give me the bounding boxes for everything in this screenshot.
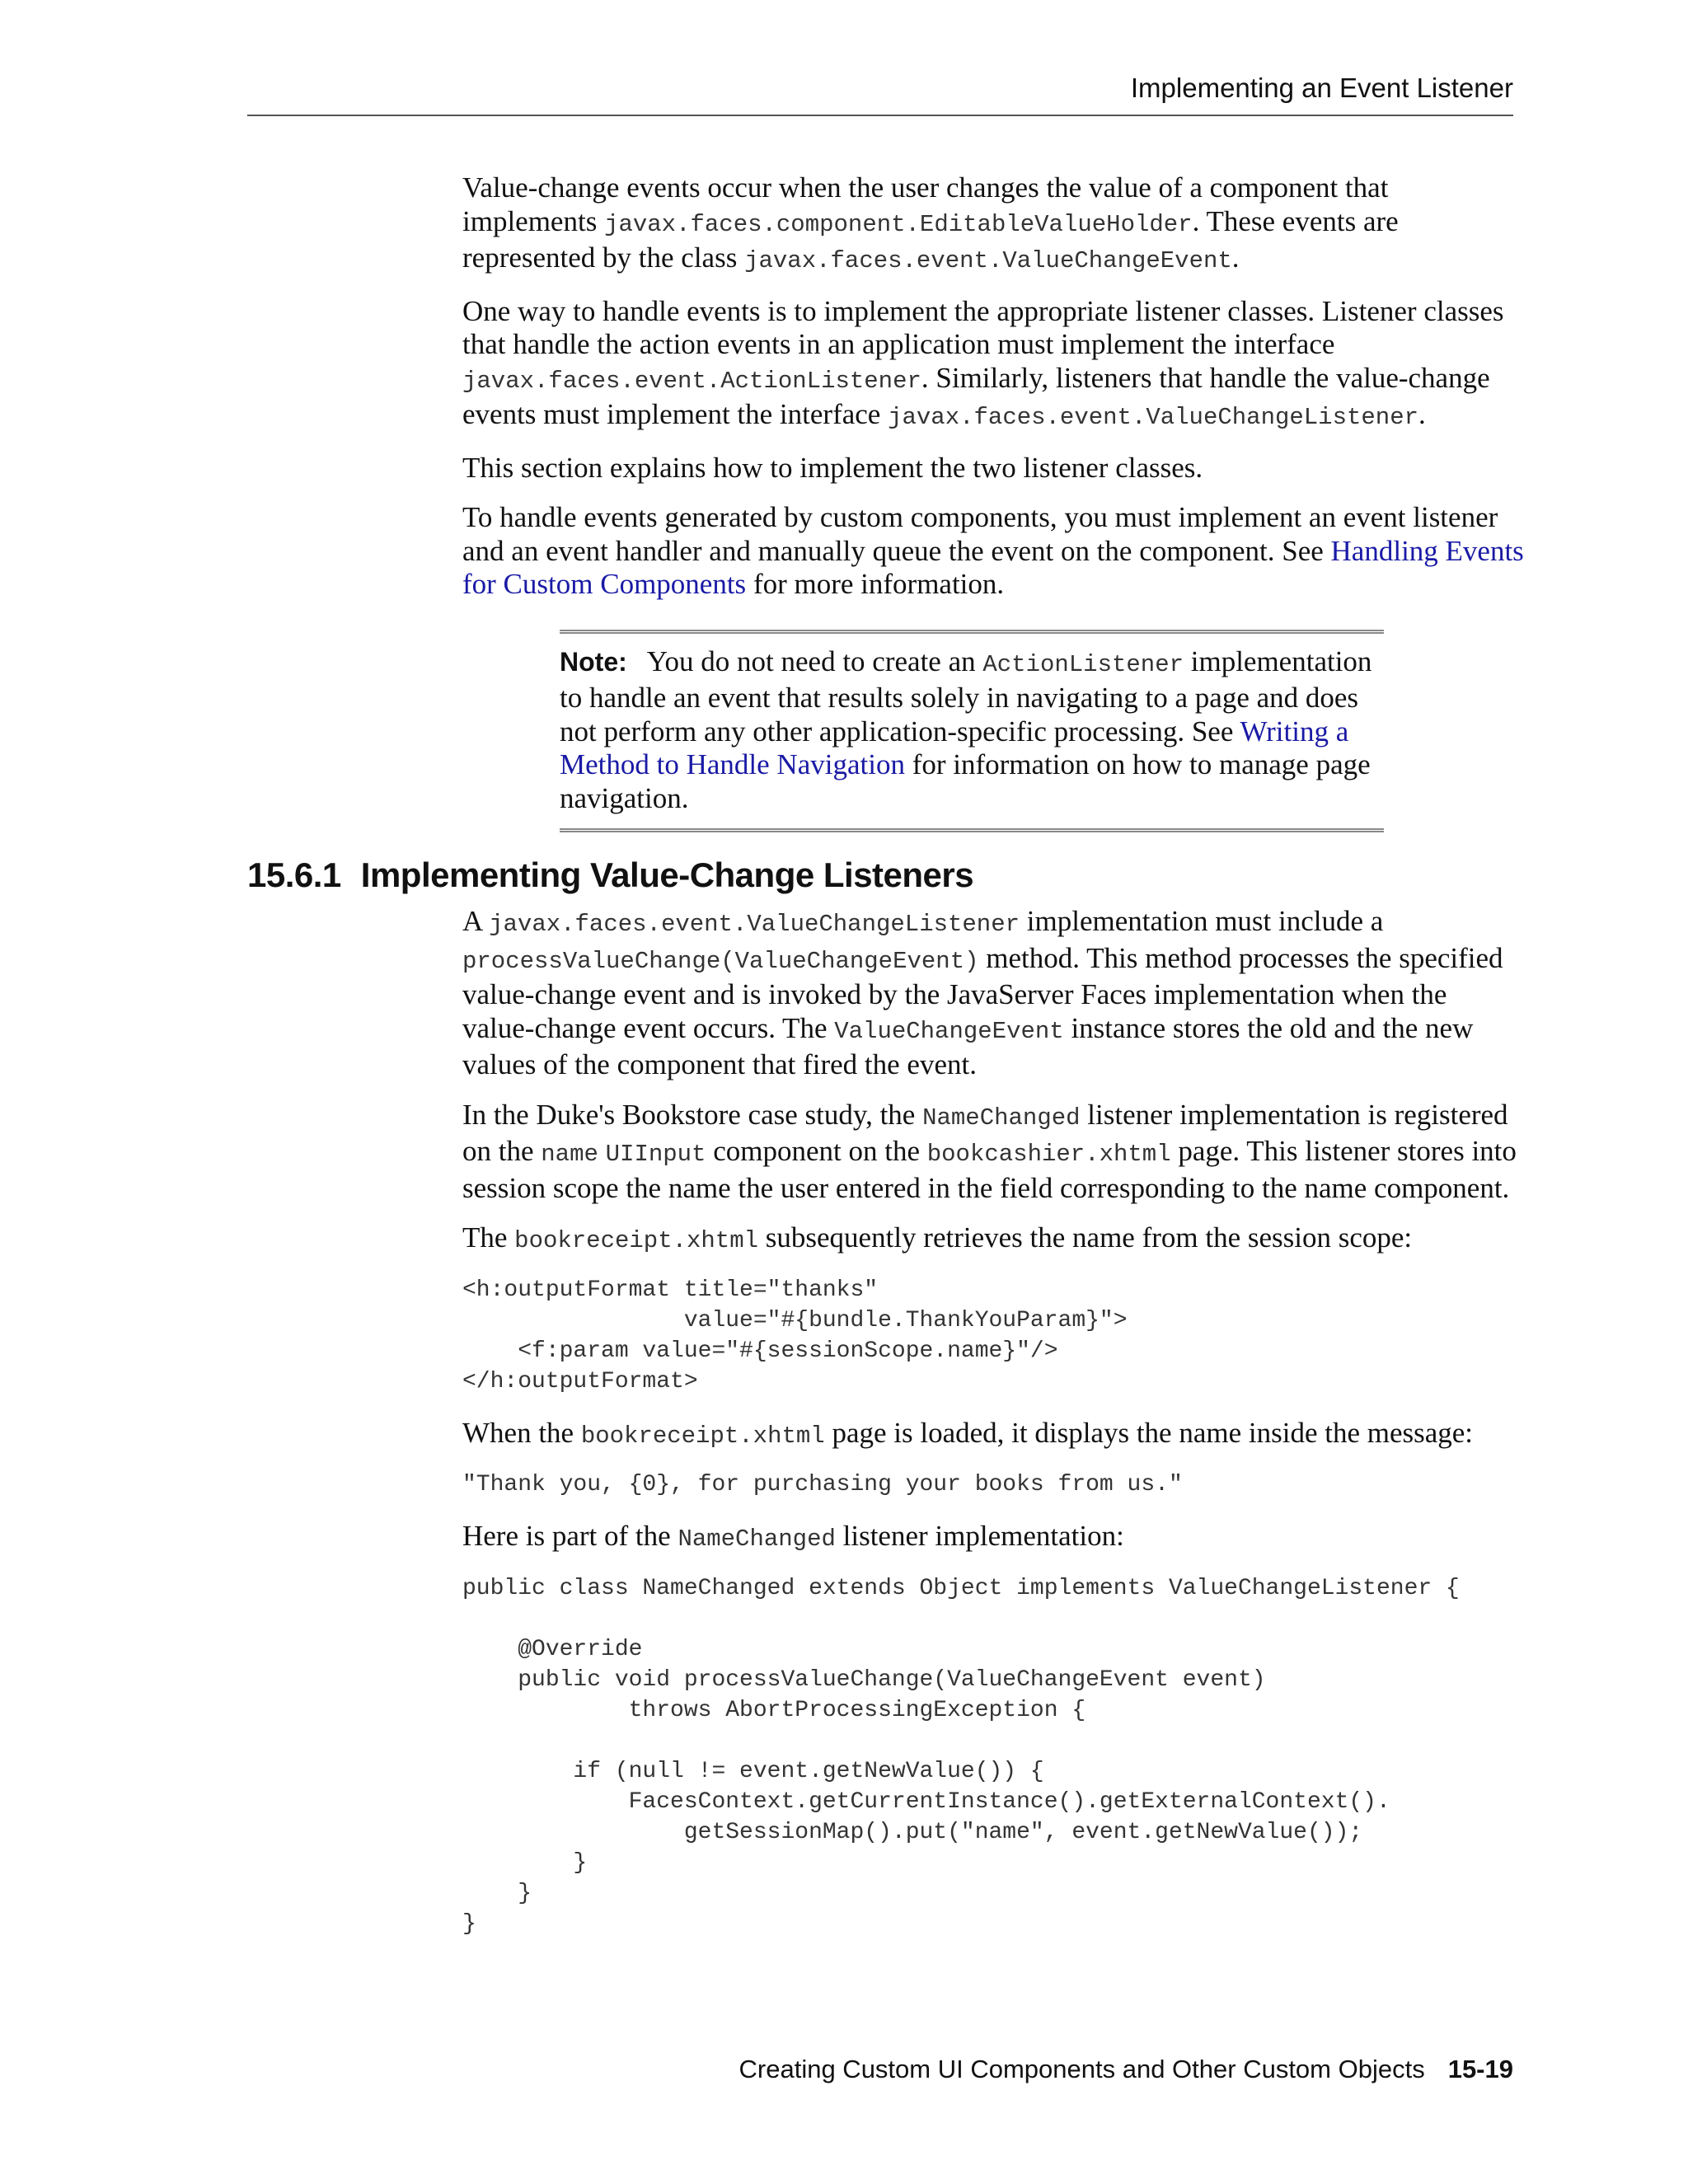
intro-paragraph-4: To handle events generated by custom components, you must implement an event listener and an event handler and manually queue the event on the component. See Handling Events for Custom Components for more information.: [462, 501, 1524, 600]
section-number: 15.6.1: [247, 855, 341, 894]
note-box: [560, 630, 1384, 833]
section-paragraph-2: In the Duke's Bookstore case study, the NameChanged listener implementation is registered on the name UIInput component on the bookcashier.xhtml page. This listener stores into session scope the name the user entered in the field corresponding to the name component.: [462, 1098, 1517, 1204]
code-block-message: "Thank you, {0}, for purchasing your books from us.": [462, 1472, 1183, 1497]
header-rule: [247, 115, 1513, 116]
section-paragraph-1: A javax.faces.event.ValueChangeListener implementation must include a processValueChange(ValueChangeEvent) method. This method processes the specified value-change event and is invoked by the JavaServer Faces implementation when the value-change event occurs. The ValueChangeEvent instance stores the old and the new values of the component that fired the event.: [462, 905, 1503, 1080]
section-paragraph-4: When the bookreceipt.xhtml page is loaded, it displays the name inside the message:: [462, 1416, 1474, 1450]
link-handling-events[interactable]: Handling Events for Custom Components: [462, 534, 1524, 600]
code-block-namechanged: public class NameChanged extends Object implements ValueChangeListener { @Override public void processValueChange(ValueChangeEvent event) throws AbortProcessingException { if (null != event.getNewValue()) { FacesContext.getCurrentInstance().getExternalContext(). getSessionMap().put("name", event.getNewValue()); } } }: [462, 1575, 1460, 1937]
intro-body: [462, 171, 1526, 846]
page-footer: [739, 2055, 1513, 2084]
intro-paragraph-2: One way to handle events is to implement the appropriate listener classes. Listener classes that handle the action events in an application must implement the interface javax.faces.event.ActionListener. Similarly, listeners that handle the value-change events must implement the interface javax.faces.event.ValueChangeListener.: [462, 294, 1504, 431]
section-title: Implementing Value-Change Listeners: [360, 855, 974, 894]
link-writing-navigation-method[interactable]: Writing a Method to Handle Navigation: [560, 715, 1349, 780]
footer-title: Creating Custom UI Components and Other Custom Objects: [738, 2055, 1425, 2083]
code-block-outputformat: <h:outputFormat title="thanks" value="#{bundle.ThankYouParam}"> <f:param value="#{sessionScope.name}"/> </h:outputFormat>: [462, 1277, 1128, 1394]
note-text: Note: You do not need to create an ActionListener implementation to handle an event that results solely in navigating to a page and does not perform any other application-specific processing. See Writing a Method to Handle Navigation for information on how to manage page navigation.: [560, 644, 1372, 814]
section-paragraph-3: The bookreceipt.xhtml subsequently retrieves the name from the session scope:: [462, 1221, 1413, 1254]
note-label: Note:: [560, 646, 627, 677]
section-paragraph-5: Here is part of the NameChanged listener implementation:: [462, 1520, 1124, 1553]
section-body: [462, 905, 1526, 1959]
intro-paragraph-1: Value-change events occur when the user changes the value of a component that implements javax.faces.component.EditableValueHolder. These events are represented by the class javax.faces.event.ValueChangeEvent.: [462, 171, 1399, 274]
running-header: Implementing an Event Listener: [1130, 73, 1513, 103]
intro-paragraph-3: This section explains how to implement the two listener classes.: [462, 451, 1203, 484]
page-number: 15-19: [1447, 2055, 1513, 2083]
section-heading: [247, 855, 973, 895]
